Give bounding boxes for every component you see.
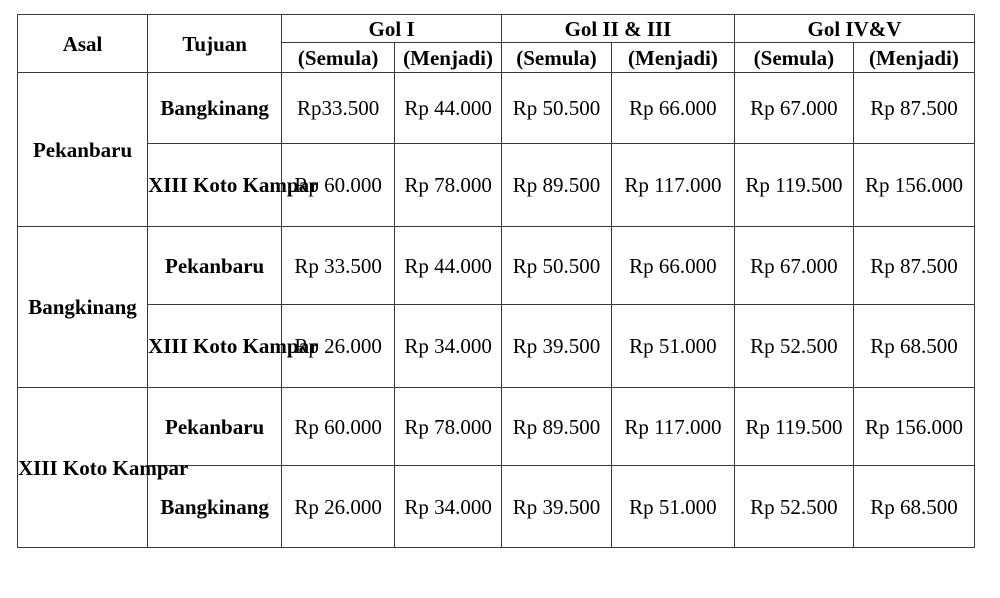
fare-cell: Rp 44.000 (395, 73, 502, 144)
header-sub-new: (Menjadi) (853, 43, 974, 73)
destination-cell: XIII Koto Kampar (148, 305, 282, 388)
header-sub-new: (Menjadi) (611, 43, 734, 73)
fare-cell: Rp 66.000 (611, 227, 734, 305)
header-sub-old: (Semula) (734, 43, 853, 73)
fare-cell: Rp 78.000 (395, 388, 502, 466)
fare-cell: Rp 39.500 (502, 305, 612, 388)
fare-cell: Rp 60.000 (282, 144, 395, 227)
header-sub-old: (Semula) (282, 43, 395, 73)
fare-cell: Rp 68.500 (853, 466, 974, 548)
fare-cell: Rp 26.000 (282, 305, 395, 388)
fare-cell: Rp 156.000 (853, 144, 974, 227)
fare-cell: Rp 52.500 (734, 466, 853, 548)
fare-cell: Rp 67.000 (734, 73, 853, 144)
table-row (18, 73, 975, 144)
table-row (18, 227, 975, 305)
fare-cell: Rp 34.000 (395, 305, 502, 388)
fare-cell: Rp 68.500 (853, 305, 974, 388)
header-group-2-3: Gol II & III (502, 15, 735, 43)
header-group-1: Gol I (282, 15, 502, 43)
fare-cell: Rp 87.500 (853, 227, 974, 305)
fare-cell: Rp33.500 (282, 73, 395, 144)
fare-cell: Rp 66.000 (611, 73, 734, 144)
header-row-groups (18, 15, 975, 43)
table-row (18, 305, 975, 388)
fare-cell: Rp 89.500 (502, 144, 612, 227)
destination-cell: XIII Koto Kampar (148, 144, 282, 227)
table-row (18, 144, 975, 227)
fare-cell: Rp 50.500 (502, 73, 612, 144)
fare-cell: Rp 119.500 (734, 144, 853, 227)
fare-cell: Rp 52.500 (734, 305, 853, 388)
fare-cell: Rp 78.000 (395, 144, 502, 227)
origin-cell: XIII Koto Kampar (18, 388, 148, 548)
fare-cell: Rp 117.000 (611, 388, 734, 466)
fare-cell: Rp 51.000 (611, 466, 734, 548)
fare-cell: Rp 119.500 (734, 388, 853, 466)
header-sub-new: (Menjadi) (395, 43, 502, 73)
fare-cell: Rp 39.500 (502, 466, 612, 548)
fare-cell: Rp 117.000 (611, 144, 734, 227)
fare-cell: Rp 33.500 (282, 227, 395, 305)
header-origin: Asal (18, 15, 148, 73)
fare-cell: Rp 34.000 (395, 466, 502, 548)
table-row (18, 388, 975, 466)
fare-cell: Rp 44.000 (395, 227, 502, 305)
header-sub-old: (Semula) (502, 43, 612, 73)
fare-cell: Rp 26.000 (282, 466, 395, 548)
fare-cell: Rp 60.000 (282, 388, 395, 466)
fare-cell: Rp 67.000 (734, 227, 853, 305)
destination-cell: Pekanbaru (148, 227, 282, 305)
origin-cell: Bangkinang (18, 227, 148, 388)
header-group-4-5: Gol IV&V (734, 15, 974, 43)
destination-cell: Pekanbaru (148, 388, 282, 466)
fare-cell: Rp 50.500 (502, 227, 612, 305)
fare-cell: Rp 89.500 (502, 388, 612, 466)
header-destination: Tujuan (148, 15, 282, 73)
fare-table (17, 14, 975, 548)
destination-cell: Bangkinang (148, 73, 282, 144)
fare-cell: Rp 87.500 (853, 73, 974, 144)
fare-cell: Rp 156.000 (853, 388, 974, 466)
destination-cell: Bangkinang (148, 466, 282, 548)
fare-cell: Rp 51.000 (611, 305, 734, 388)
origin-cell: Pekanbaru (18, 73, 148, 227)
